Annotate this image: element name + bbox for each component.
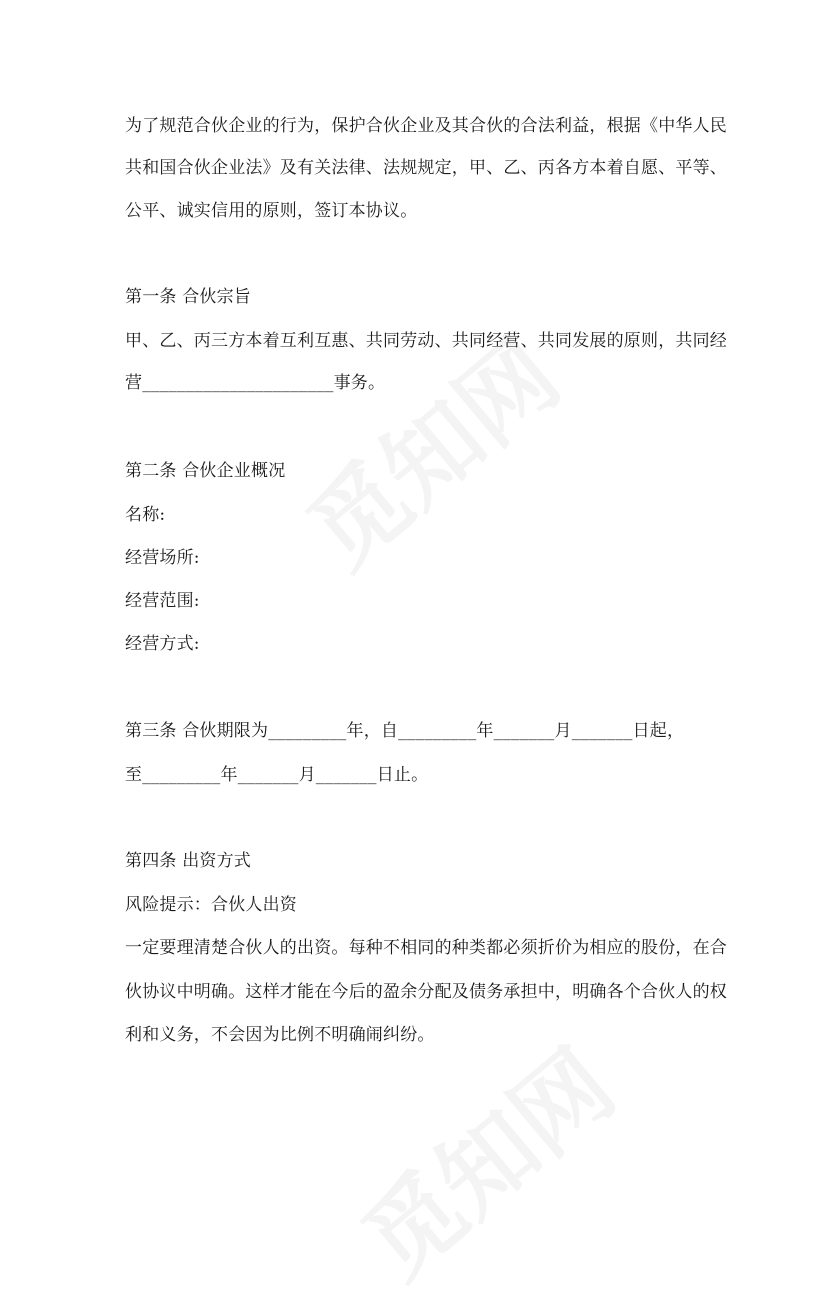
article2-heading: 第二条 合伙企业概况: [125, 461, 286, 481]
article1-line-2: 营______________________事务。: [125, 373, 386, 393]
article3-line-2: 至_________年_______月_______日止。: [125, 765, 429, 785]
watermark-bottom: [330, 1013, 639, 1303]
article2-mode-label: 经营方式:: [125, 634, 200, 654]
article1-heading: 第一条 合伙宗旨: [125, 287, 252, 307]
article2-scope-label: 经营范围:: [125, 591, 200, 611]
preamble-line-1: 为了规范合伙企业的行为，保护合伙企业及其合伙的合法利益，根据《中华人民: [125, 116, 727, 136]
preamble-line-2: 共和国合伙企业法》及有关法律、法规规定，甲、乙、丙各方本着自愿、平等、: [125, 158, 727, 178]
article4-line-1: 一定要理清楚合伙人的出资。每种不相同的种类都必须折价为相应的股份，在合: [125, 938, 727, 958]
article4-line-3: 利和义务，不会因为比例不明确闹纠纷。: [125, 1025, 435, 1045]
article2-name-label: 名称:: [125, 505, 166, 525]
article1-line-1: 甲、乙、丙三方本着互利互惠、共同劳动、共同经营、共同发展的原则，共同经: [125, 331, 727, 351]
article2-place-label: 经营场所:: [125, 548, 200, 568]
article4-line-2: 伙协议中明确。这样才能在今后的盈余分配及债务承担中，明确各个合伙人的权: [125, 982, 727, 1002]
article3-line-1: 第三条 合伙期限为_________年，自_________年_______月_______日起，: [125, 721, 685, 741]
article4-heading: 第四条 出资方式: [125, 851, 252, 871]
article4-risk-label: 风险提示：合伙人出资: [125, 895, 297, 915]
preamble-line-3: 公平、诚实信用的原则，签订本协议。: [125, 201, 418, 221]
